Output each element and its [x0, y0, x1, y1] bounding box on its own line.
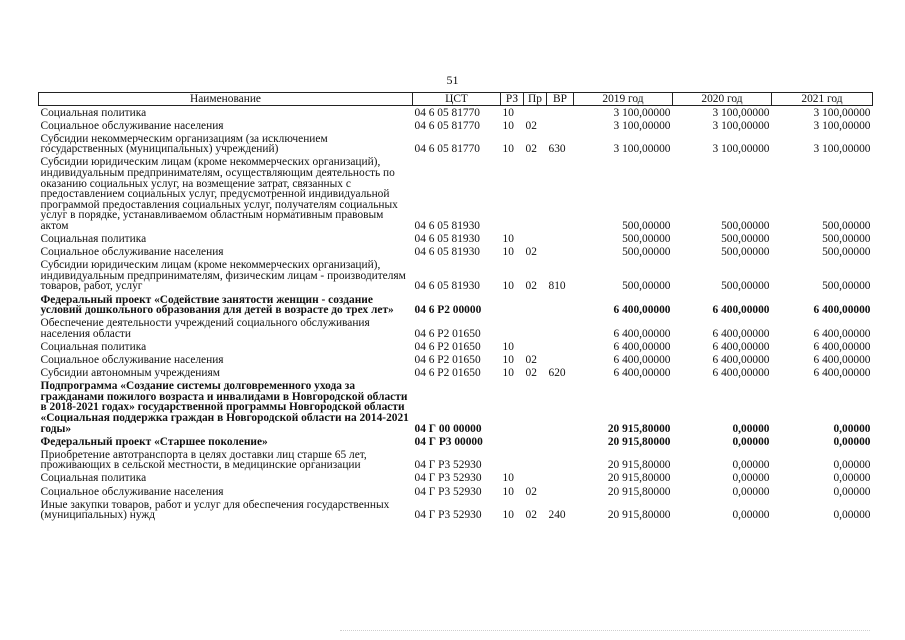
- table-row: [39, 472, 873, 485]
- row-value-2019: 20 915,80000: [607, 435, 671, 448]
- row-value-2019: 3 100,00000: [613, 143, 671, 156]
- table-row: [39, 156, 873, 233]
- row-cst: 04 6 Р2 01650: [414, 367, 481, 380]
- row-value-2021: 0,00000: [833, 472, 871, 485]
- row-value-2021: 0,00000: [833, 435, 871, 448]
- row-cst: 04 6 Р2 01650: [414, 327, 481, 340]
- row-value-2020: 6 400,00000: [712, 367, 770, 380]
- row-value-2019: 20 915,80000: [607, 509, 671, 522]
- row-value-2020: 6 400,00000: [712, 327, 770, 340]
- row-vr: [547, 156, 574, 233]
- row-vr: [547, 317, 574, 341]
- row-pr: 02: [525, 353, 537, 366]
- row-cst: 04 Г Р3 52930: [414, 509, 482, 522]
- row-name: Социальное обслуживание населения: [40, 246, 224, 259]
- header-pr: Пр: [524, 93, 547, 106]
- table-row: [39, 367, 873, 380]
- row-value-2021: 500,00000: [822, 280, 871, 293]
- row-pr: 02: [525, 246, 537, 259]
- row-pr: [524, 156, 547, 233]
- row-pr: [524, 106, 547, 120]
- row-value-2019: 20 915,80000: [607, 472, 671, 485]
- row-value-2019: 500,00000: [622, 219, 671, 232]
- row-rz: 10: [502, 472, 514, 485]
- row-cst: 04 6 05 81930: [414, 280, 480, 293]
- row-cst: 04 6 05 81770: [414, 119, 480, 132]
- row-vr: [547, 293, 574, 317]
- budget-table: [38, 92, 873, 522]
- row-name: Подпрограмма «Создание системы долговременного ухода за гражданами пожилого возраста и инвалидами в Новгородской области в 2018-2021 годах» государственной программы Новгородской области «Социальная поддержка граждан в Новгородской области на 2014-2021 годы»: [40, 380, 409, 435]
- row-value-2021: 3 100,00000: [813, 119, 871, 132]
- header-name: Наименование: [39, 93, 413, 106]
- table-row: [39, 340, 873, 353]
- table-row: [39, 448, 873, 472]
- row-pr: 02: [525, 143, 537, 156]
- row-vr: [547, 340, 574, 353]
- table-row: [39, 498, 873, 522]
- row-pr: [524, 293, 547, 317]
- row-value-2019: 3 100,00000: [613, 106, 671, 119]
- row-cst: 04 6 05 81930: [414, 219, 480, 232]
- header-2020: 2020 год: [673, 93, 772, 106]
- row-value-2020: 0,00000: [732, 422, 770, 435]
- table-row: [39, 485, 873, 498]
- row-rz: 10: [502, 280, 514, 293]
- row-rz: 10: [502, 353, 514, 366]
- row-pr: [524, 435, 547, 448]
- row-cst: 04 6 05 81930: [414, 233, 480, 246]
- row-value-2020: 500,00000: [721, 233, 770, 246]
- row-value-2021: 6 400,00000: [813, 367, 871, 380]
- row-value-2019: 6 400,00000: [613, 340, 671, 353]
- row-name: Приобретение автотранспорта в целях доставки лиц старше 65 лет, проживающих в сельской местности, в медицинские организации: [40, 448, 367, 472]
- row-pr: 02: [525, 509, 537, 522]
- row-value-2019: 500,00000: [622, 246, 671, 259]
- row-value-2020: 6 400,00000: [712, 304, 770, 317]
- row-name: Социальное обслуживание населения: [40, 119, 224, 132]
- row-value-2021: 6 400,00000: [813, 304, 871, 317]
- table-row: [39, 317, 873, 341]
- row-value-2019: 3 100,00000: [613, 119, 671, 132]
- row-vr: [547, 353, 574, 366]
- row-pr: [524, 233, 547, 246]
- row-rz: 10: [502, 367, 514, 380]
- row-vr: [547, 472, 574, 485]
- row-value-2021: 500,00000: [822, 233, 871, 246]
- row-vr: 630: [548, 143, 566, 156]
- row-name: Социальная политика: [40, 106, 147, 119]
- row-value-2021: 0,00000: [833, 509, 871, 522]
- table-row: [39, 353, 873, 366]
- row-rz: [501, 435, 524, 448]
- page-number: 51: [446, 73, 459, 87]
- row-vr: [547, 106, 574, 120]
- table-header: [39, 93, 873, 106]
- row-rz: [501, 448, 524, 472]
- row-rz: 10: [502, 509, 514, 522]
- row-rz: [501, 317, 524, 341]
- row-cst: 04 Г Р3 00000: [414, 435, 483, 448]
- row-value-2019: 500,00000: [622, 280, 671, 293]
- row-value-2019: 20 915,80000: [607, 485, 671, 498]
- row-cst: 04 Г Р3 52930: [414, 472, 482, 485]
- row-cst: 04 6 Р2 00000: [414, 304, 482, 317]
- row-name: Субсидии некоммерческим организациям (за исключением государственных (муниципальных) учреждений): [40, 132, 328, 156]
- row-value-2019: 20 915,80000: [607, 459, 671, 472]
- row-rz: 10: [502, 246, 514, 259]
- row-value-2020: 6 400,00000: [712, 353, 770, 366]
- row-vr: [547, 233, 574, 246]
- row-rz: 10: [502, 340, 514, 353]
- row-vr: [547, 448, 574, 472]
- table-row: [39, 246, 873, 259]
- row-vr: [547, 246, 574, 259]
- row-cst: 04 Г Р3 52930: [414, 459, 482, 472]
- row-name: Федеральный проект «Старшее поколение»: [40, 435, 268, 448]
- row-name: Иные закупки товаров, работ и услуг для обеспечения государственных (муниципальных) нужд: [40, 498, 390, 522]
- header-2019: 2019 год: [574, 93, 673, 106]
- row-value-2020: 500,00000: [721, 219, 770, 232]
- row-value-2019: 20 915,80000: [607, 422, 671, 435]
- row-value-2020: 500,00000: [721, 280, 770, 293]
- row-value-2019: 6 400,00000: [613, 327, 671, 340]
- row-pr: 02: [525, 485, 537, 498]
- row-value-2021: 6 400,00000: [813, 340, 871, 353]
- row-value-2019: 6 400,00000: [613, 353, 671, 366]
- row-pr: 02: [525, 367, 537, 380]
- row-cst: 04 6 Р2 01650: [414, 340, 481, 353]
- row-value-2020: 3 100,00000: [712, 106, 770, 119]
- row-value-2021: 0,00000: [833, 485, 871, 498]
- row-name: Обеспечение деятельности учреждений социального обслуживания населения области: [40, 317, 370, 340]
- row-name: Федеральный проект «Содействие занятости женщин - создание условий дошкольного образования для детей в возрасте до трех лет»: [40, 293, 394, 317]
- table-row: [39, 233, 873, 246]
- row-vr: 810: [548, 280, 566, 293]
- row-value-2021: 0,00000: [833, 422, 871, 435]
- row-name: Субсидии автономным учреждениям: [40, 367, 220, 380]
- row-cst: 04 6 Р2 01650: [414, 353, 481, 366]
- row-pr: [524, 448, 547, 472]
- header-cst: ЦСТ: [413, 93, 501, 106]
- row-value-2021: 500,00000: [822, 219, 871, 232]
- table-body: [39, 106, 873, 522]
- header-vr: ВР: [547, 93, 574, 106]
- row-name: Субсидии юридическим лицам (кроме некоммерческих организаций), индивидуальным предпринимателям, физическим лицам - производителям товаров, работ, услуг: [40, 259, 406, 293]
- row-pr: [524, 317, 547, 341]
- row-value-2019: 6 400,00000: [613, 367, 671, 380]
- row-rz: 10: [502, 233, 514, 246]
- row-value-2020: 0,00000: [732, 435, 770, 448]
- row-value-2020: 3 100,00000: [712, 119, 770, 132]
- row-value-2020: 3 100,00000: [712, 143, 770, 156]
- row-value-2020: 0,00000: [732, 472, 770, 485]
- row-cst: 04 6 05 81770: [414, 143, 480, 156]
- row-value-2020: 0,00000: [732, 509, 770, 522]
- row-value-2021: 500,00000: [822, 246, 871, 259]
- table-row: [39, 293, 873, 317]
- row-value-2021: 3 100,00000: [813, 143, 871, 156]
- row-pr: [524, 472, 547, 485]
- row-rz: [501, 156, 524, 233]
- row-rz: [501, 293, 524, 317]
- row-vr: [547, 119, 574, 132]
- row-cst: 04 6 05 81930: [414, 246, 480, 259]
- scan-artifact: [340, 630, 870, 633]
- row-vr: [547, 380, 574, 435]
- table-row: [39, 132, 873, 156]
- row-rz: [501, 380, 524, 435]
- row-value-2019: 500,00000: [622, 233, 671, 246]
- row-value-2021: 6 400,00000: [813, 327, 871, 340]
- row-cst: 04 Г Р3 52930: [414, 485, 482, 498]
- table-row: [39, 119, 873, 132]
- row-value-2020: 0,00000: [732, 485, 770, 498]
- row-value-2021: 6 400,00000: [813, 353, 871, 366]
- table-row: [39, 435, 873, 448]
- header-2021: 2021 год: [772, 93, 873, 106]
- row-rz: 10: [502, 485, 514, 498]
- row-rz: 10: [502, 143, 514, 156]
- table-row: [39, 380, 873, 435]
- row-pr: [524, 340, 547, 353]
- row-value-2021: 0,00000: [833, 459, 871, 472]
- row-rz: 10: [502, 119, 514, 132]
- row-pr: [524, 380, 547, 435]
- row-name: Социальная политика: [40, 233, 147, 246]
- row-pr: 02: [525, 119, 537, 132]
- row-name: Социальное обслуживание населения: [40, 353, 224, 366]
- row-name: Субсидии юридическим лицам (кроме некоммерческих организаций), индивидуальным предпринимателям, осуществляющим деятельность по оказанию социальных услуг, на возмещение затрат, связанных с предоставлением социальных услуг, предусмотренной индивидуальной программой предоставления социальных услуг, получателям социальных услуг в порядке, устанавливаемом областным нормативным правовым актом: [40, 156, 398, 232]
- row-cst: 04 6 05 81770: [414, 106, 480, 119]
- row-value-2020: 6 400,00000: [712, 340, 770, 353]
- row-value-2019: 6 400,00000: [613, 304, 671, 317]
- row-vr: [547, 435, 574, 448]
- row-value-2021: 3 100,00000: [813, 106, 871, 119]
- row-name: Социальное обслуживание населения: [40, 485, 224, 498]
- row-name: Социальная политика: [40, 472, 147, 485]
- row-rz: 10: [502, 106, 514, 119]
- row-cst: 04 Г 00 00000: [414, 422, 482, 435]
- row-vr: 620: [548, 367, 566, 380]
- row-value-2020: 0,00000: [732, 459, 770, 472]
- row-vr: 240: [548, 509, 566, 522]
- table-row: [39, 106, 873, 120]
- row-vr: [547, 485, 574, 498]
- table-row: [39, 259, 873, 293]
- row-pr: 02: [525, 280, 537, 293]
- header-rz: РЗ: [501, 93, 524, 106]
- row-value-2020: 500,00000: [721, 246, 770, 259]
- row-name: Социальная политика: [40, 340, 147, 353]
